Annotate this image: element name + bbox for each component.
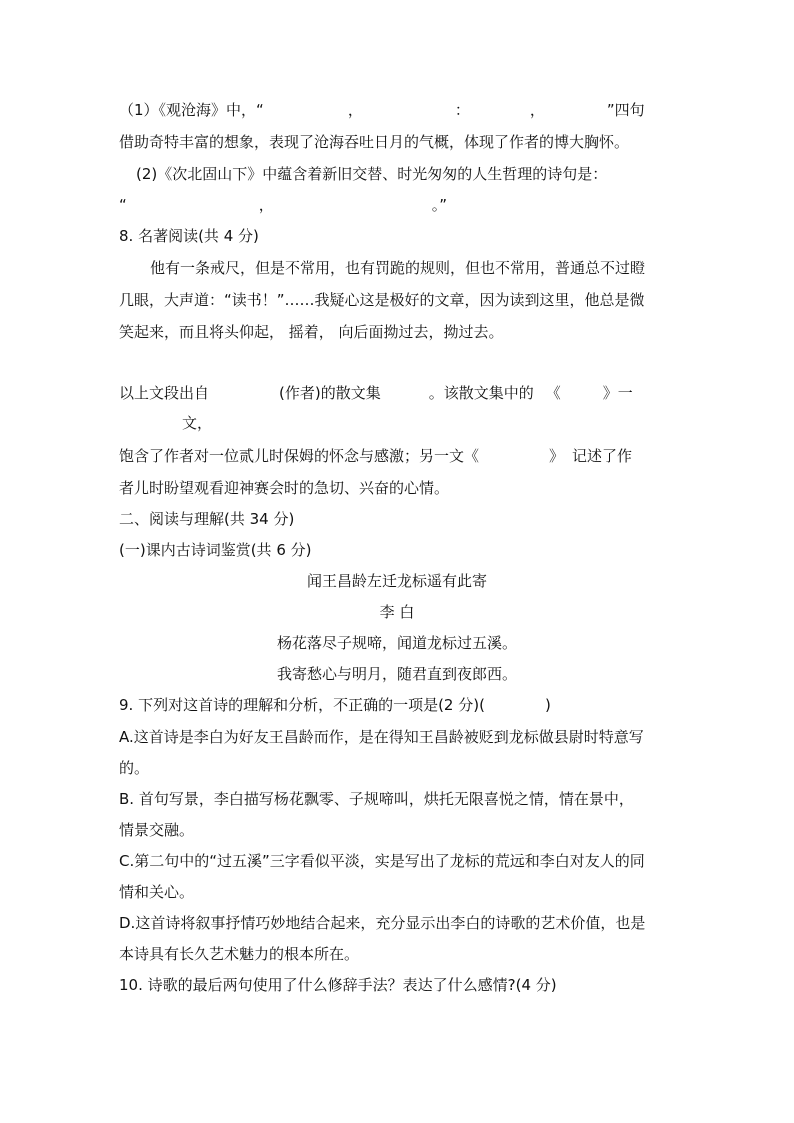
poem-author: 李 白 [379, 603, 415, 621]
q7-item2-comma: ， [258, 196, 274, 214]
q9-option-d-line2: 本诗具有长久艺术魅力的根本所在。 [119, 945, 360, 963]
q9-option-b-line1: B. 首句写景，李白描写杨花飘零、子规啼叫，烘托无限喜悦之情，情在景中， [119, 790, 634, 808]
q8-heading: 8. 名著阅读(共 4 分) [119, 227, 259, 245]
q8-fill-line3 [119, 446, 675, 466]
q9-option-c-line1: C.第二句中的“过五溪”三字看似平淡，实是写出了龙标的荒远和李白对友人的同 [119, 852, 645, 870]
q8-passage-line2: 几眼，大声道：“读书！”……我疑心这是极好的文章，因为读到这里，他总是微 [119, 291, 645, 309]
q7-item2-open-quote: “ [119, 196, 127, 214]
q8-fill-wen: 文， [182, 414, 213, 432]
q8-fill-e: 》一 [602, 384, 633, 402]
q7-item1-suffix: ”四句 [606, 101, 645, 119]
q7-item1-line2: 借助奇特丰富的想象，表现了沧海吞吐日月的气概，体现了作者的博大胸怀。 [119, 133, 630, 151]
q9-stem-text: 9. 下列对这首诗的理解和分析，不正确的一项是(2 分)( [119, 696, 485, 714]
q7-item2-line2 [119, 195, 675, 215]
q8-fill-line1 [119, 383, 675, 403]
poem-line1: 杨花落尽子规啼，闻道龙标过五溪。 [276, 634, 517, 652]
q7-item1-comma1: ， [347, 101, 363, 119]
q8-fill-c: 。该散文集中的 [428, 384, 534, 402]
q8-fill-line3a: 饱含了作者对一位贰儿时保姆的怀念与感激；另一文《 [119, 447, 480, 465]
q7-item1-colon: ： [454, 101, 470, 119]
q8-fill-d: 《 [545, 384, 561, 402]
poem-line2: 我寄愁心与明月，随君直到夜郎西。 [276, 665, 517, 683]
poem-title: 闻王昌龄左迁龙标遥有此寄 [306, 572, 487, 590]
section2-heading: 二、阅读与理解(共 34 分) [119, 510, 295, 528]
q7-item2-close-quote: 。” [431, 196, 448, 214]
section2-subheading: (一)课内古诗词鉴赏(共 6 分) [119, 541, 312, 559]
q8-fill-a: 以上文段出自 [119, 384, 210, 402]
q8-fill-line3c: 记述了作 [572, 447, 633, 465]
q7-item1-line1 [119, 100, 675, 120]
q8-fill-b: (作者)的散文集 [279, 384, 381, 402]
q8-passage-line3: 笑起来，而且将头仰起， 摇着， 向后面拗过去，拗过去。 [119, 323, 504, 341]
q9-option-a-line1: A.这首诗是李白为好友王昌龄而作，是在得知王昌龄被贬到龙标做县尉时特意写 [119, 728, 644, 746]
q9-option-d-line1: D.这首诗将叙事抒情巧妙地结合起来，充分显示出李白的诗歌的艺术价值，也是 [119, 914, 646, 932]
q7-item1-comma2: ， [529, 101, 545, 119]
q8-passage-line1: 他有一条戒尺，但是不常用，也有罚跪的规则，但也不常用，普通总不过瞪 [150, 259, 646, 277]
q9-option-c-line2: 情和关心。 [119, 883, 195, 901]
q7-item2-line1: (2)《次北固山下》中蕴含着新旧交替、时光匆匆的人生哲理的诗句是： [136, 165, 608, 183]
q7-item1-prefix: （1）《观沧海》中，“ [119, 101, 264, 119]
q9-stem-close: ) [544, 696, 551, 714]
q9-option-a-line2: 的。 [119, 759, 150, 777]
q9-option-b-line2: 情景交融。 [119, 821, 195, 839]
q10-stem: 10. 诗歌的最后两句使用了什么修辞手法？表达了什么感情?(4 分) [119, 976, 557, 994]
q8-fill-line4: 者儿时盼望观看迎神赛会时的急切、兴奋的心情。 [119, 479, 450, 497]
q9-stem [119, 695, 675, 715]
q8-fill-line3b: 》 [549, 447, 565, 465]
